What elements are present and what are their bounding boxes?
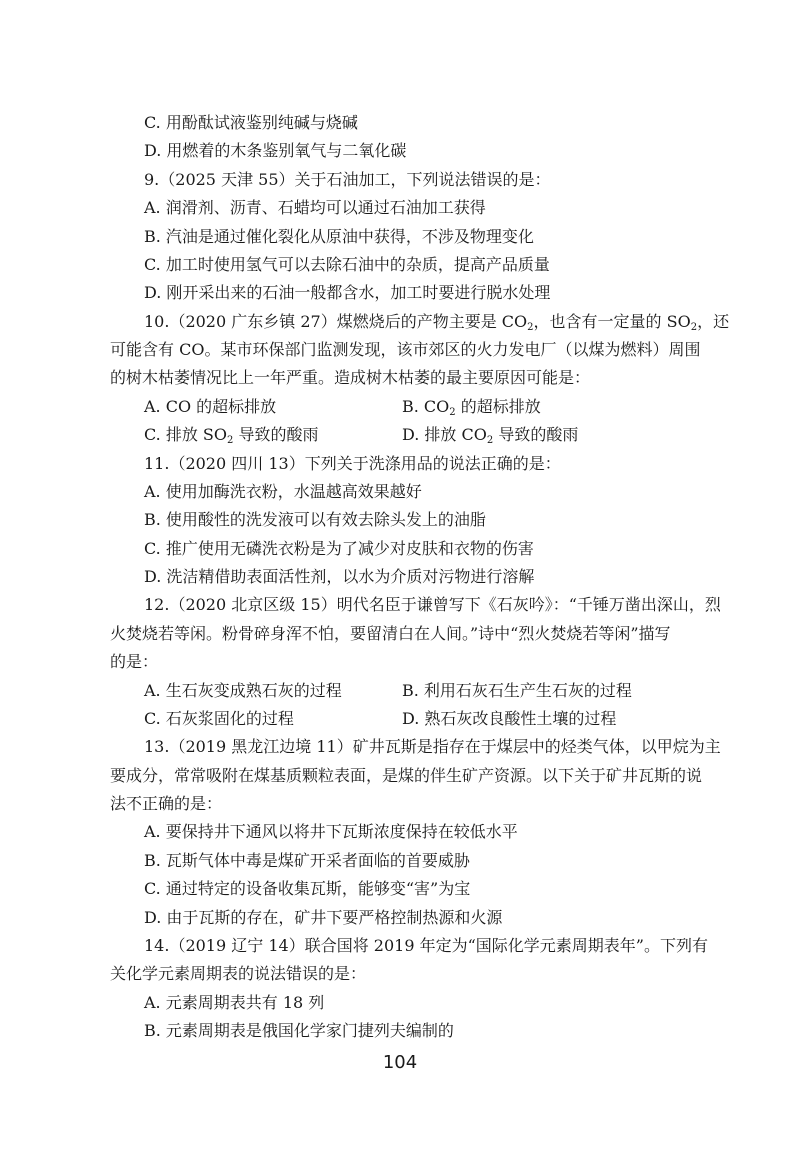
q14-stem-line-1: 14.（2019 辽宁 14）联合国将 2019 年定为“国际化学元素周期表年”。下列有: [144, 936, 708, 955]
q11-option-c: C. 推广使用无磷洗衣粉是为了减少对皮肤和衣物的伤害: [144, 539, 534, 558]
q10-options-row-2: [144, 424, 744, 446]
q9-option-d: D. 刚开采出来的石油一般都含水，加工时要进行脱水处理: [144, 283, 551, 302]
q9-option-c: C. 加工时使用氢气可以去除石油中的杂质，提高产品质量: [144, 255, 550, 274]
q13-option-a: A. 要保持井下通风以将井下瓦斯浓度保持在较低水平: [144, 822, 518, 841]
q12-stem-line-1: 12.（2020 北京区级 15）明代名臣于谦曾写下《石灰吟》：“千锤万凿出深山，烈: [144, 595, 721, 614]
q13-stem-line-1: 13.（2019 黑龙江边境 11）矿井瓦斯是指存在于煤层中的烃类气体，以甲烷为主: [144, 737, 721, 756]
q12-option-b: B. 利用石灰石生产生石灰的过程: [402, 681, 632, 700]
q12-option-d: D. 熟石灰改良酸性土壤的过程: [402, 709, 617, 728]
q11-option-b: B. 使用酸性的洗发液可以有效去除头发上的油脂: [144, 510, 486, 529]
q11-stem: 11.（2020 四川 13）下列关于洗涤用品的说法正确的是：: [144, 454, 561, 473]
q10-options-row-1: [144, 396, 744, 418]
q10-option-b: B. $CO_2$ 的超标排放: [402, 397, 541, 418]
q10-stem-line-2: 可能含有 CO。某市环保部门监测发现，该市郊区的火力发电厂（以煤为燃料）周围: [110, 340, 701, 359]
q12-stem-line-2: 火焚烧若等闲。粉骨碎身浑不怕，要留清白在人间。”诗中“烈火焚烧若等闲”描写: [110, 624, 671, 643]
q13-option-c: C. 通过特定的设备收集瓦斯，能够变“害”为宝: [144, 879, 471, 898]
q9-stem: 9.（2025 天津 55）关于石油加工，下列说法错误的是：: [144, 170, 551, 189]
page-number: 104: [382, 1052, 418, 1073]
q8-option-c: C. 用酚酞试液鉴别纯碱与烧碱: [144, 113, 358, 132]
q12-option-a: A. 生石灰变成熟石灰的过程: [144, 681, 342, 700]
q13-option-b: B. 瓦斯气体中毒是煤矿开采者面临的首要威胁: [144, 851, 470, 870]
q10-option-c: C. 排放 $SO_2$ 导致的酸雨: [144, 425, 319, 446]
q13-stem-line-3: 法不正确的是：: [110, 794, 223, 813]
q12-stem-line-3: 的是：: [110, 652, 159, 671]
q10-stem-line-1: 10.（2020 广东乡镇 27）煤燃烧后的产物主要是 $CO_2$，也含有一定量的 $SO_2$，还: [144, 312, 730, 333]
q9-option-b: B. 汽油是通过催化裂化从原油中获得，不涉及物理变化: [144, 227, 534, 246]
q13-stem-line-2: 要成分，常常吸附在煤基质颗粒表面，是煤的伴生矿产资源。以下关于矿井瓦斯的说: [110, 766, 703, 785]
q14-option-b: B. 元素周期表是俄国化学家门捷列夫编制的: [144, 1021, 454, 1040]
q11-option-d: D. 洗洁精借助表面活性剂，以水为介质对污物进行溶解: [144, 567, 535, 586]
q13-option-d: D. 由于瓦斯的存在，矿井下要严格控制热源和火源: [144, 908, 503, 927]
q10-option-d: D. 排放 $CO_2$ 导致的酸雨: [402, 425, 579, 446]
q8-option-d: D. 用燃着的木条鉴别氧气与二氧化碳: [144, 141, 407, 160]
q12-options-row-2: [144, 708, 744, 730]
q12-option-c: C. 石灰浆固化的过程: [144, 709, 294, 728]
q14-stem-line-2: 关化学元素周期表的说法错误的是：: [110, 964, 367, 983]
q10-option-a: A. CO 的超标排放: [144, 397, 277, 416]
q14-option-a: A. 元素周期表共有 18 列: [144, 993, 325, 1012]
q10-stem-line-3: 的树木枯萎情况比上一年严重。造成树木枯萎的最主要原因可能是：: [110, 368, 591, 387]
q11-option-a: A. 使用加酶洗衣粉，水温越高效果越好: [144, 482, 422, 501]
q12-options-row-1: [144, 680, 744, 702]
q9-option-a: A. 润滑剂、沥青、石蜡均可以通过石油加工获得: [144, 198, 486, 217]
